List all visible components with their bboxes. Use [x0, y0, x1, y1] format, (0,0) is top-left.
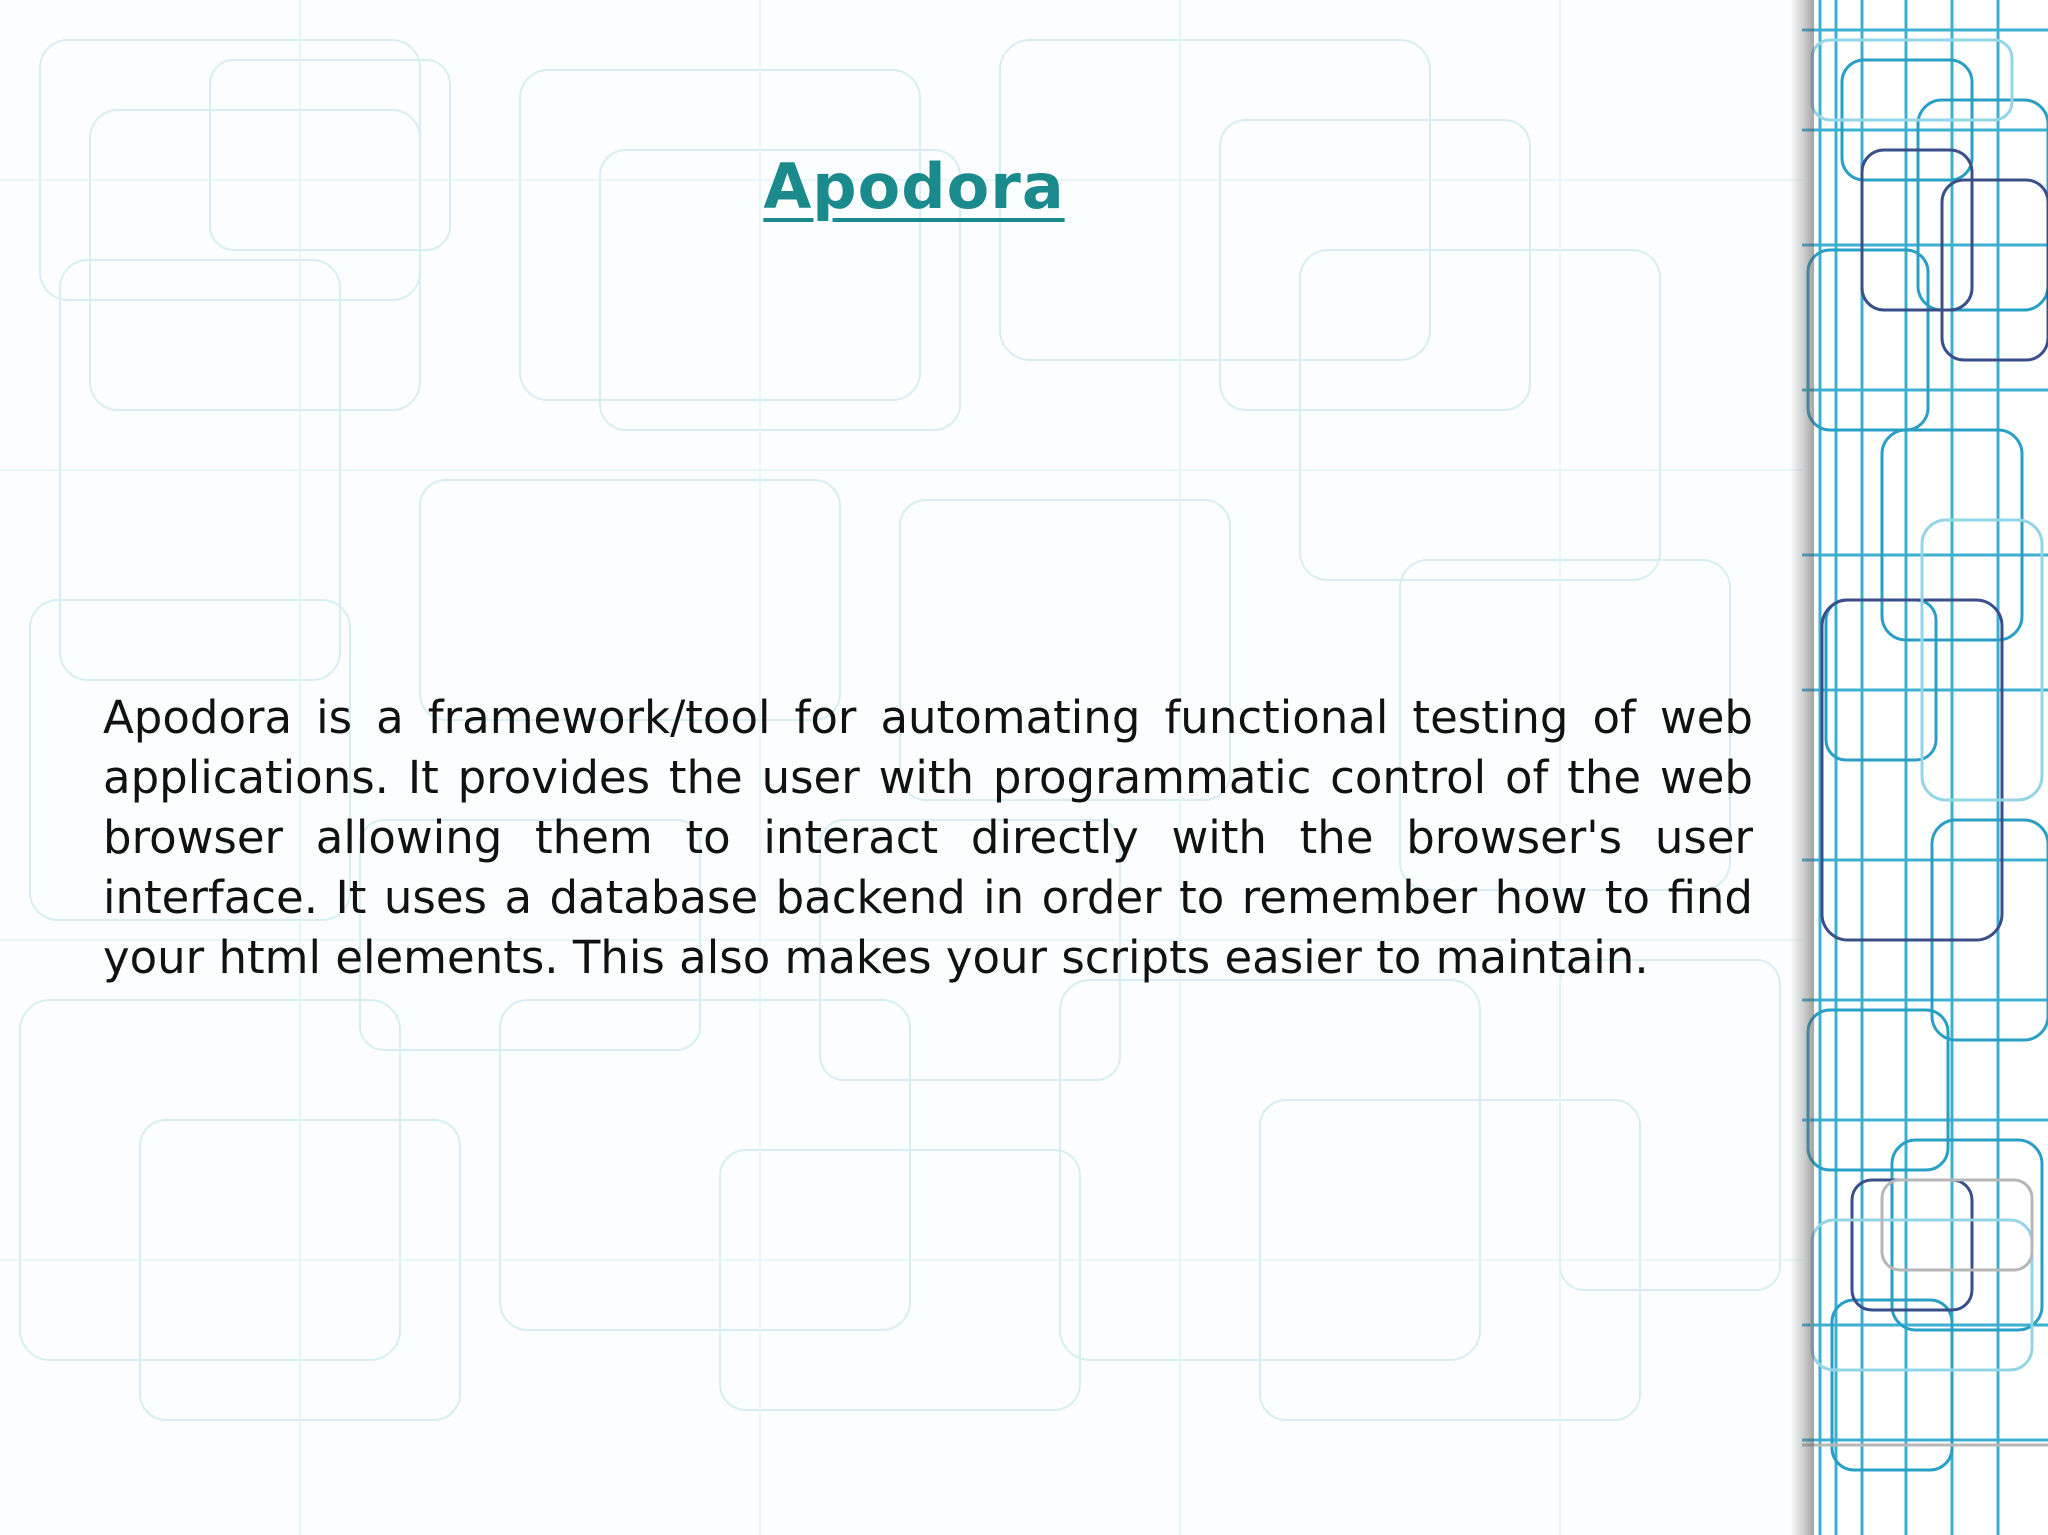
circuit-pattern-graphic — [1802, 0, 2048, 1535]
slide-body-text: Apodora is a framework/tool for automating functional testing of web applications. It provides the user with programmatic control of the web browser allowing them to interact directly with the browser's user interface. It uses a database backend in order to remember how to find your html elements. This also makes your scripts easier to maintain. — [103, 691, 1753, 984]
decorative-side-panel — [1802, 0, 2048, 1535]
panel-shadow — [1790, 0, 1814, 1535]
slide-title: Apodora — [763, 150, 1065, 223]
